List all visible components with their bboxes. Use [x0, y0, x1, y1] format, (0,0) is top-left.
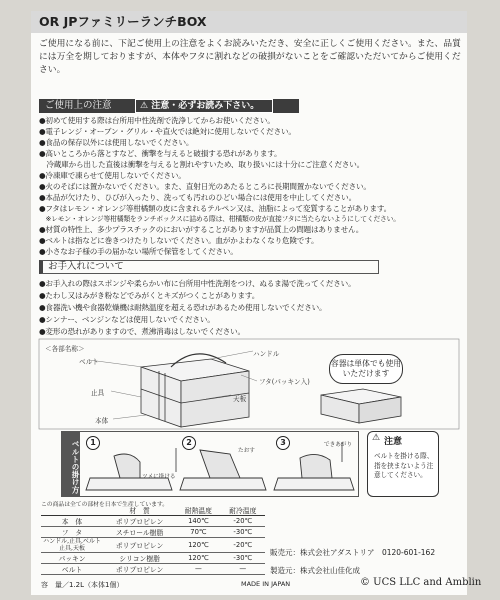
table-cell: ポリプロピレン: [103, 516, 176, 527]
table-cell: 120℃: [176, 538, 220, 553]
usage-item: ●初めて使用する際は台所用中性洗剤で洗浄してからお使いください。: [39, 116, 275, 125]
care-item: ●お手入れの際はスポンジや柔らかい布に台所用中性洗剤をつけ、ぬるま湯で洗ってください。: [39, 279, 356, 288]
table-cell: —: [176, 564, 220, 575]
usage-item: ●食品の保存以外には使用しないでください。: [39, 138, 194, 147]
belt-guide-label: ベルトの掛け方: [62, 432, 80, 496]
step-1-note: ツメに掛ける: [142, 474, 176, 480]
caution-heading: 注意: [384, 437, 403, 447]
usage-item: ●冷凍庫で凍らせて使用しないでください。: [39, 171, 186, 180]
usage-item: ※レモン・オレンジ等柑橘類をランチボックスに詰める際は、柑橘類の皮が直接フタに当たらないようにしてください。: [39, 215, 400, 223]
seller-info: 販売元：株式会社アダストリア 0120-601-162: [270, 548, 436, 557]
care-item: ●食器洗い機や食器乾燥機は耐熱温度を超える恐れがあるため使用しないでください。: [39, 303, 327, 312]
part-label-stopper: 止具: [91, 389, 105, 397]
instruction-sheet: [31, 11, 467, 595]
table-row: [41, 527, 265, 538]
step-2-note: たおす: [238, 448, 255, 454]
materials-table: [41, 505, 265, 575]
step-3-number: 3: [276, 436, 290, 450]
table-row: [41, 553, 265, 564]
care-heading: お手入れについて: [39, 260, 379, 274]
warning-box: [135, 99, 273, 113]
warning-triangle-icon: ⚠: [372, 433, 381, 443]
intro-text: ご使用になる前に、下記ご使用上の注意をよくお読みいただき、安全に正しくご使用ください。また、品質には万全を期しておりますが、本体やフタに割れなどの破損がないことをご確認いただいてからご使用ください。: [39, 39, 461, 75]
made-in: MADE IN JAPAN: [241, 580, 291, 588]
table-header: 耐冷温度: [221, 505, 265, 516]
lunch-box-illustration: [141, 354, 249, 427]
usage-item: ●小さなお子様の手の届かない場所で保管をしてください。: [39, 247, 238, 256]
table-cell: 70℃: [176, 527, 220, 538]
table-header: 材 質: [103, 505, 176, 516]
warning-triangle-icon: ⚠: [140, 101, 149, 111]
usage-item: ●ベルトは指などに巻きつけたりしないでください。血がかよわなくなり危険です。: [39, 236, 319, 245]
belt-steps-illustration: [80, 432, 358, 496]
table-cell: スチロール樹脂: [103, 527, 176, 538]
caution-body: ベルトを掛ける際、指を挟まないよう注意してください。: [374, 452, 434, 479]
part-label-tray: 天板: [233, 395, 247, 403]
table-header-row: [41, 505, 265, 516]
care-item: ●変形の恐れがありますので、煮沸消毒はしないでください。: [39, 327, 245, 336]
table-cell: 120℃: [176, 553, 220, 564]
parts-heading: ＜各部名称＞: [45, 345, 85, 353]
usage-item: ●フタはレモン・オレンジ等柑橘類の皮に含まれるテルペン又は、油脂によって変質することがあります。: [39, 204, 392, 213]
container-callout: 容器は単体でも使用いただけます: [329, 354, 403, 384]
usage-item: 冷蔵庫から出した直後は衝撃を与えると割れやすいため、取り扱いには十分にご注意ください。: [39, 160, 365, 169]
table-cell: シリコン樹脂: [103, 553, 176, 564]
container-illustration: [321, 389, 401, 423]
table-cell: ポリプロピレン: [103, 538, 176, 553]
step-2-number: 2: [182, 436, 196, 450]
copyright-credit: © UCS LLC and Amblin: [360, 577, 482, 588]
part-label-lid: フタ(パッキン入): [259, 378, 310, 386]
care-item: ●シンナー、ベンジンなどは使用しないでください。: [39, 315, 215, 324]
capacity: 容 量／1.2L（本体1個）: [41, 581, 124, 589]
table-header: 耐熱温度: [176, 505, 220, 516]
usage-heading: ご使用上の注意: [45, 100, 112, 111]
usage-item: ●本品が欠けたり、ひびが入ったり、洗っても汚れのひどい場合には使用を中止してください。: [39, 193, 356, 202]
step-3-note: できあがり: [324, 442, 352, 448]
table-cell: 140℃: [176, 516, 220, 527]
part-label-handle: ハンドル: [253, 350, 280, 358]
table-cell: ベルト: [41, 564, 103, 575]
materials-note: この商品は全ての部材を日本で生産しています。: [41, 502, 169, 508]
table-cell: -20℃: [221, 538, 265, 553]
table-cell: 本 体: [41, 516, 103, 527]
table-cell: -20℃: [221, 516, 265, 527]
table-cell: パッキン: [41, 553, 103, 564]
table-cell: フ タ: [41, 527, 103, 538]
table-row: [41, 538, 265, 553]
table-row: [41, 516, 265, 527]
maker-info: 製造元：株式会社山佳化成: [270, 566, 360, 575]
caution-box: [367, 431, 439, 497]
part-label-body: 本体: [95, 417, 109, 425]
table-cell: —: [221, 564, 265, 575]
part-label-belt: ベルト: [79, 358, 99, 366]
table-cell: -30℃: [221, 553, 265, 564]
table-cell: -30℃: [221, 527, 265, 538]
page-title: OR JPファミリーランチBOX: [31, 11, 467, 33]
usage-item: ●電子レンジ・オーブン・グリル・や直火では絶対に使用しないでください。: [39, 127, 296, 136]
usage-item: ●材質の特性上、多少プラスチックのにおいがすることがありますが品質上の問題はありません。: [39, 225, 364, 234]
usage-item: ●高いところから落とすなど、衝撃を与えると破損する恐れがあります。: [39, 149, 282, 158]
step-1-number: 1: [86, 436, 100, 450]
table-header: [41, 505, 103, 516]
company-info: [270, 544, 435, 580]
usage-section-header: [39, 99, 299, 113]
table-cell: ハンドル,止具,ベルト止具,天板: [41, 538, 103, 553]
table-row: [41, 564, 265, 575]
warning-text: 注意・必ずお読み下さい。: [151, 101, 260, 111]
usage-item: ●火のそばには置かないでください。また、直射日光のあたるところに長期間置かないでください。: [39, 182, 371, 191]
table-cell: ポリプロピレン: [103, 564, 176, 575]
care-item: ●たわし又はみがき粉などでみがくとキズがつくことがあります。: [39, 291, 260, 300]
belt-guide: [61, 431, 359, 497]
